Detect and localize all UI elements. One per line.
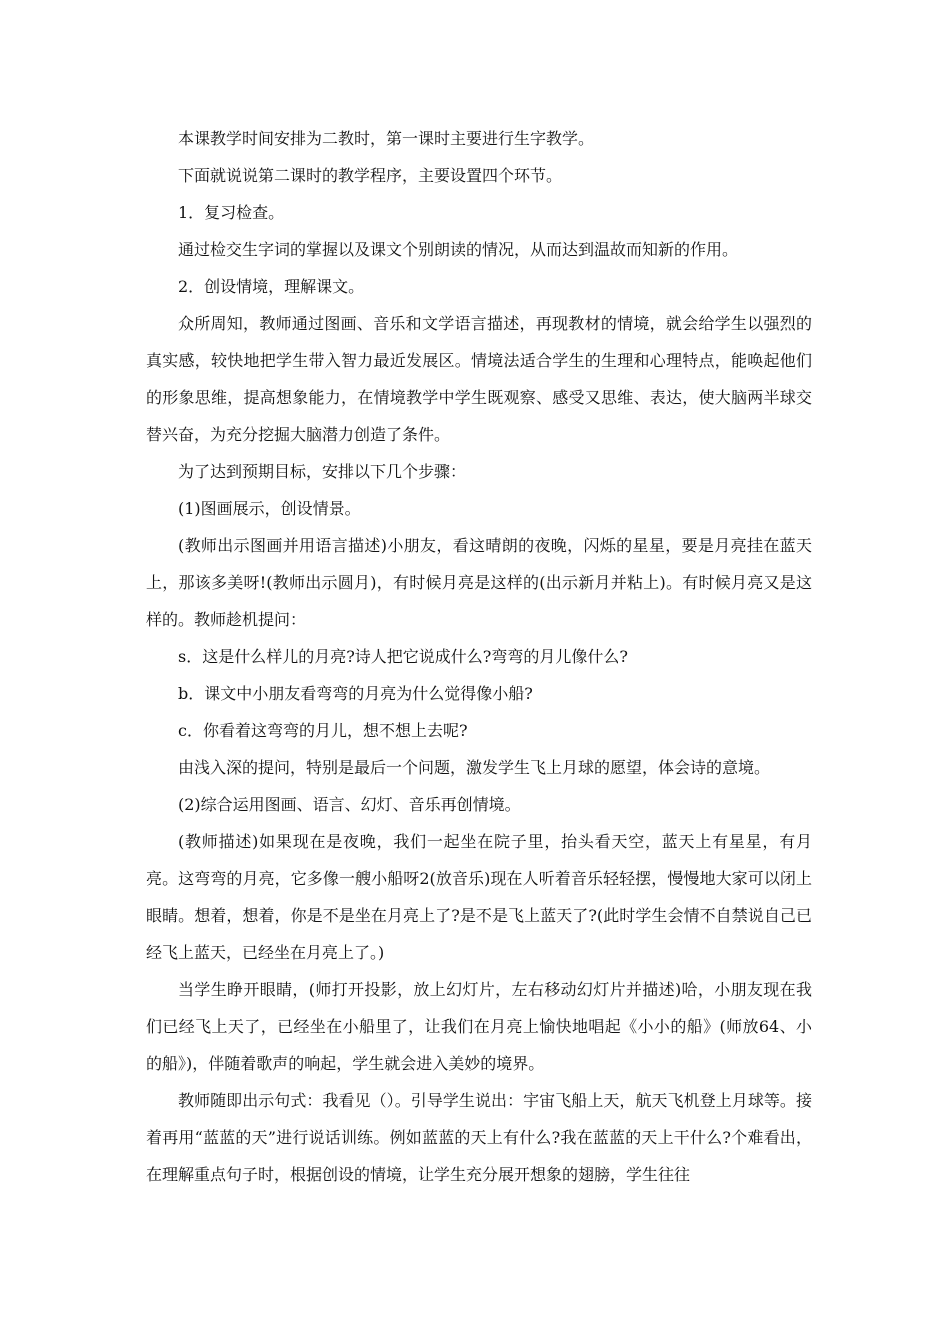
document-body <box>146 120 812 1193</box>
paragraph-review: 通过检交生字词的掌握以及课文个别朗读的情况，从而达到温故而知新的作用。 <box>178 240 739 259</box>
step-heading-multimedia: (2)综合运用图画、语言、幻灯、音乐再创情境。 <box>178 795 521 814</box>
paragraph-steps-intro: 为了达到预期目标，安排以下几个步骤： <box>178 462 467 481</box>
paragraph-schedule: 本课教学时间安排为二教时，第一课时主要进行生字教学。 <box>178 129 595 148</box>
paragraph-questions-summary: 由浅入深的提问，特别是最后一个问题，激发学生飞上月球的愿望，体会诗的意境。 <box>178 758 771 777</box>
paragraph-situation-method: 众所周知，教师通过图画、音乐和文学语言描述，再现教材的情境，就会给学生以强烈的真实感，较快地把学生带入智力最近发展区。情境法适合学生的生理和心理特点，能唤起他们的形象思维，提高想象能力，在情境教学中学生既观察、感受又思维、表达，使大脑两半球交替兴奋，为充分挖掘大脑潜力创造了条件。 <box>146 314 812 444</box>
step-heading-picture: (1)图画展示，创设情景。 <box>178 499 361 518</box>
section-heading-situation: 2．创设情境，理解课文。 <box>178 277 365 296</box>
paragraph-teacher-description: (教师描述)如果现在是夜晚，我们一起坐在院子里，抬头看天空，蓝天上有星星，有月亮。这弯弯的月亮，它多像一艘小船呀2(放音乐)现在人听着音乐轻轻摆，慢慢地大家可以闭上眼睛。想着，想着，你是不是坐在月亮上了?是不是飞上蓝天了?(此时学生会情不自禁说自己已经飞上蓝天，已经坐在月亮上了。) <box>146 832 812 962</box>
paragraph-slide-song: 当学生睁开眼睛，(师打开投影，放上幻灯片，左右移动幻灯片并描述)哈，小朋友现在我们已经飞上天了，已经坐在小船里了，让我们在月亮上愉快地唱起《小小的船》(师放64、小的船》)，伴随着歌声的响起，学生就会进入美妙的境界。 <box>146 980 812 1073</box>
question-s: s．这是什么样儿的月亮?诗人把它说成什么?弯弯的月儿像什么? <box>178 647 628 666</box>
question-c: c．你看着这弯弯的月儿，想不想上去呢? <box>178 721 468 740</box>
section-heading-review: 1．复习检查。 <box>178 203 285 222</box>
paragraph-teacher-picture: (教师出示图画并用语言描述)小朋友，看这晴朗的夜晚，闪烁的星星，要是月亮挂在蓝天上，那该多美呀!(教师出示圆月)，有时候月亮是这样的(出示新月并粘上)。有时候月亮又是这样的。教师趁机提问： <box>146 536 812 629</box>
paragraph-sentence-pattern: 教师随即出示句式：我看见（）。引导学生说出：宇宙飞船上天，航天飞机登上月球等。接着再用“蓝蓝的天”进行说话训练。例如蓝蓝的天上有什么?我在蓝蓝的天上干什么?个难看出，在理解重点句子时，根据创设的情境，让学生充分展开想象的翅膀，学生往往 <box>146 1091 812 1184</box>
paragraph-procedure-intro: 下面就说说第二课时的教学程序，主要设置四个环节。 <box>178 166 563 185</box>
question-b: b．课文中小朋友看弯弯的月亮为什么觉得像小船? <box>178 684 533 703</box>
